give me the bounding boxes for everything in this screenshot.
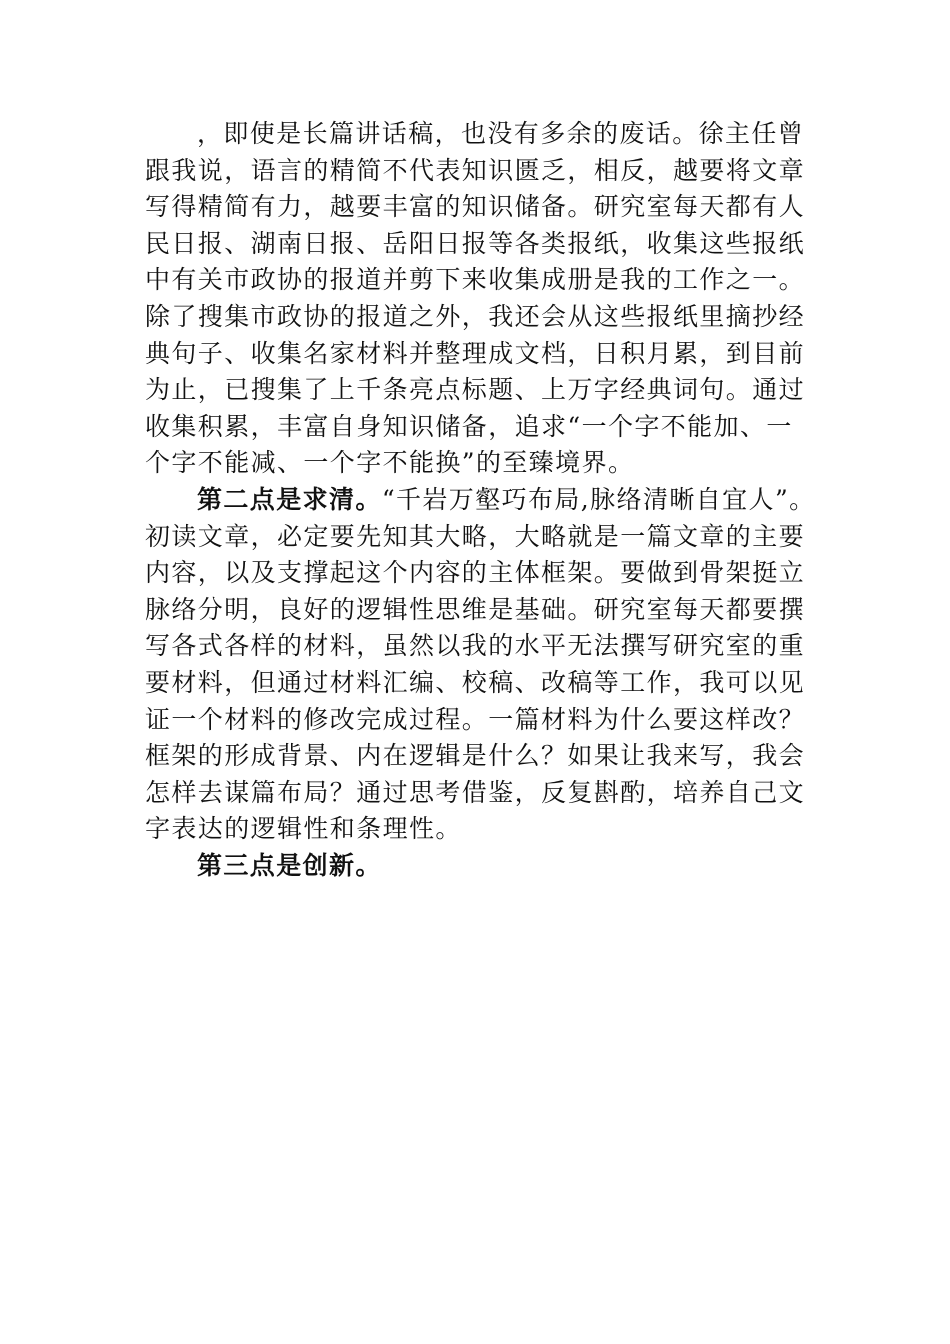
paragraph-2 (145, 482, 825, 848)
paragraph-2-line-6: 要材料，但通过材料汇编、校稿、改稿等工作，我可以见 (145, 667, 806, 697)
paragraph-2-line-1 (145, 482, 825, 519)
paragraph-1-line-3: 写得精简有力，越要丰富的知识储备。研究室每天都有人 (145, 192, 806, 222)
paragraph-3-heading: 第三点是创新。 (197, 850, 382, 880)
paragraph-2-line-2: 初读文章，必定要先知其大略，大略就是一篇文章的主要 (145, 521, 806, 551)
paragraph-2-line-3: 内容，以及支撑起这个内容的主体框架。要做到骨架挺立 (145, 558, 806, 588)
paragraph-2-line-7: 证一个材料的修改完成过程。一篇材料为什么要这样改？ (145, 704, 806, 734)
paragraph-1 (145, 116, 825, 482)
paragraph-1-line-5: 中有关市政协的报道并剪下来收集成册是我的工作之一。 (145, 265, 806, 295)
paragraph-2-line-8: 框架的形成背景、内在逻辑是什么？如果让我来写，我会 (145, 741, 806, 771)
paragraph-1-line-2: 跟我说，语言的精简不代表知识匮乏，相反，越要将文章 (145, 155, 806, 185)
paragraph-2-line-4: 脉络分明，良好的逻辑性思维是基础。研究室每天都要撰 (145, 594, 806, 624)
paragraph-1-line-7: 典句子、收集名家材料并整理成文档，日积月累，到目前 (145, 338, 806, 368)
paragraph-1-line-10: 个字不能减、一个字不能换”的至臻境界。 (145, 448, 635, 478)
paragraph-1-line-4: 民日报、湖南日报、岳阳日报等各类报纸，收集这些报纸 (145, 228, 806, 258)
paragraph-1-line-8: 为止，已搜集了上千条亮点标题、上万字经典词句。通过 (145, 375, 806, 405)
paragraph-2-quote: “千岩万壑巧布局,脉络清晰自宜人”。 (381, 484, 816, 514)
paragraph-2-heading: 第二点是求清。 (197, 484, 382, 514)
paragraph-3-line-1 (145, 848, 825, 885)
paragraph-2-line-5: 写各式各样的材料，虽然以我的水平无法撰写研究室的重 (145, 631, 806, 661)
paragraph-3 (145, 848, 825, 885)
paragraph-2-line-10: 字表达的逻辑性和条理性。 (145, 814, 462, 844)
paragraph-1-line-6: 除了搜集市政协的报道之外，我还会从这些报纸里摘抄经 (145, 301, 806, 331)
document-body (145, 116, 825, 884)
paragraph-1-line-9: 收集积累，丰富自身知识储备，追求“一个字不能加、一 (145, 411, 793, 441)
paragraph-1-line-1: ，即使是长篇讲话稿，也没有多余的废话。徐主任曾 (197, 119, 805, 148)
paragraph-2-line-9: 怎样去谋篇布局？通过思考借鉴，反复斟酌，培养自己文 (145, 777, 806, 807)
